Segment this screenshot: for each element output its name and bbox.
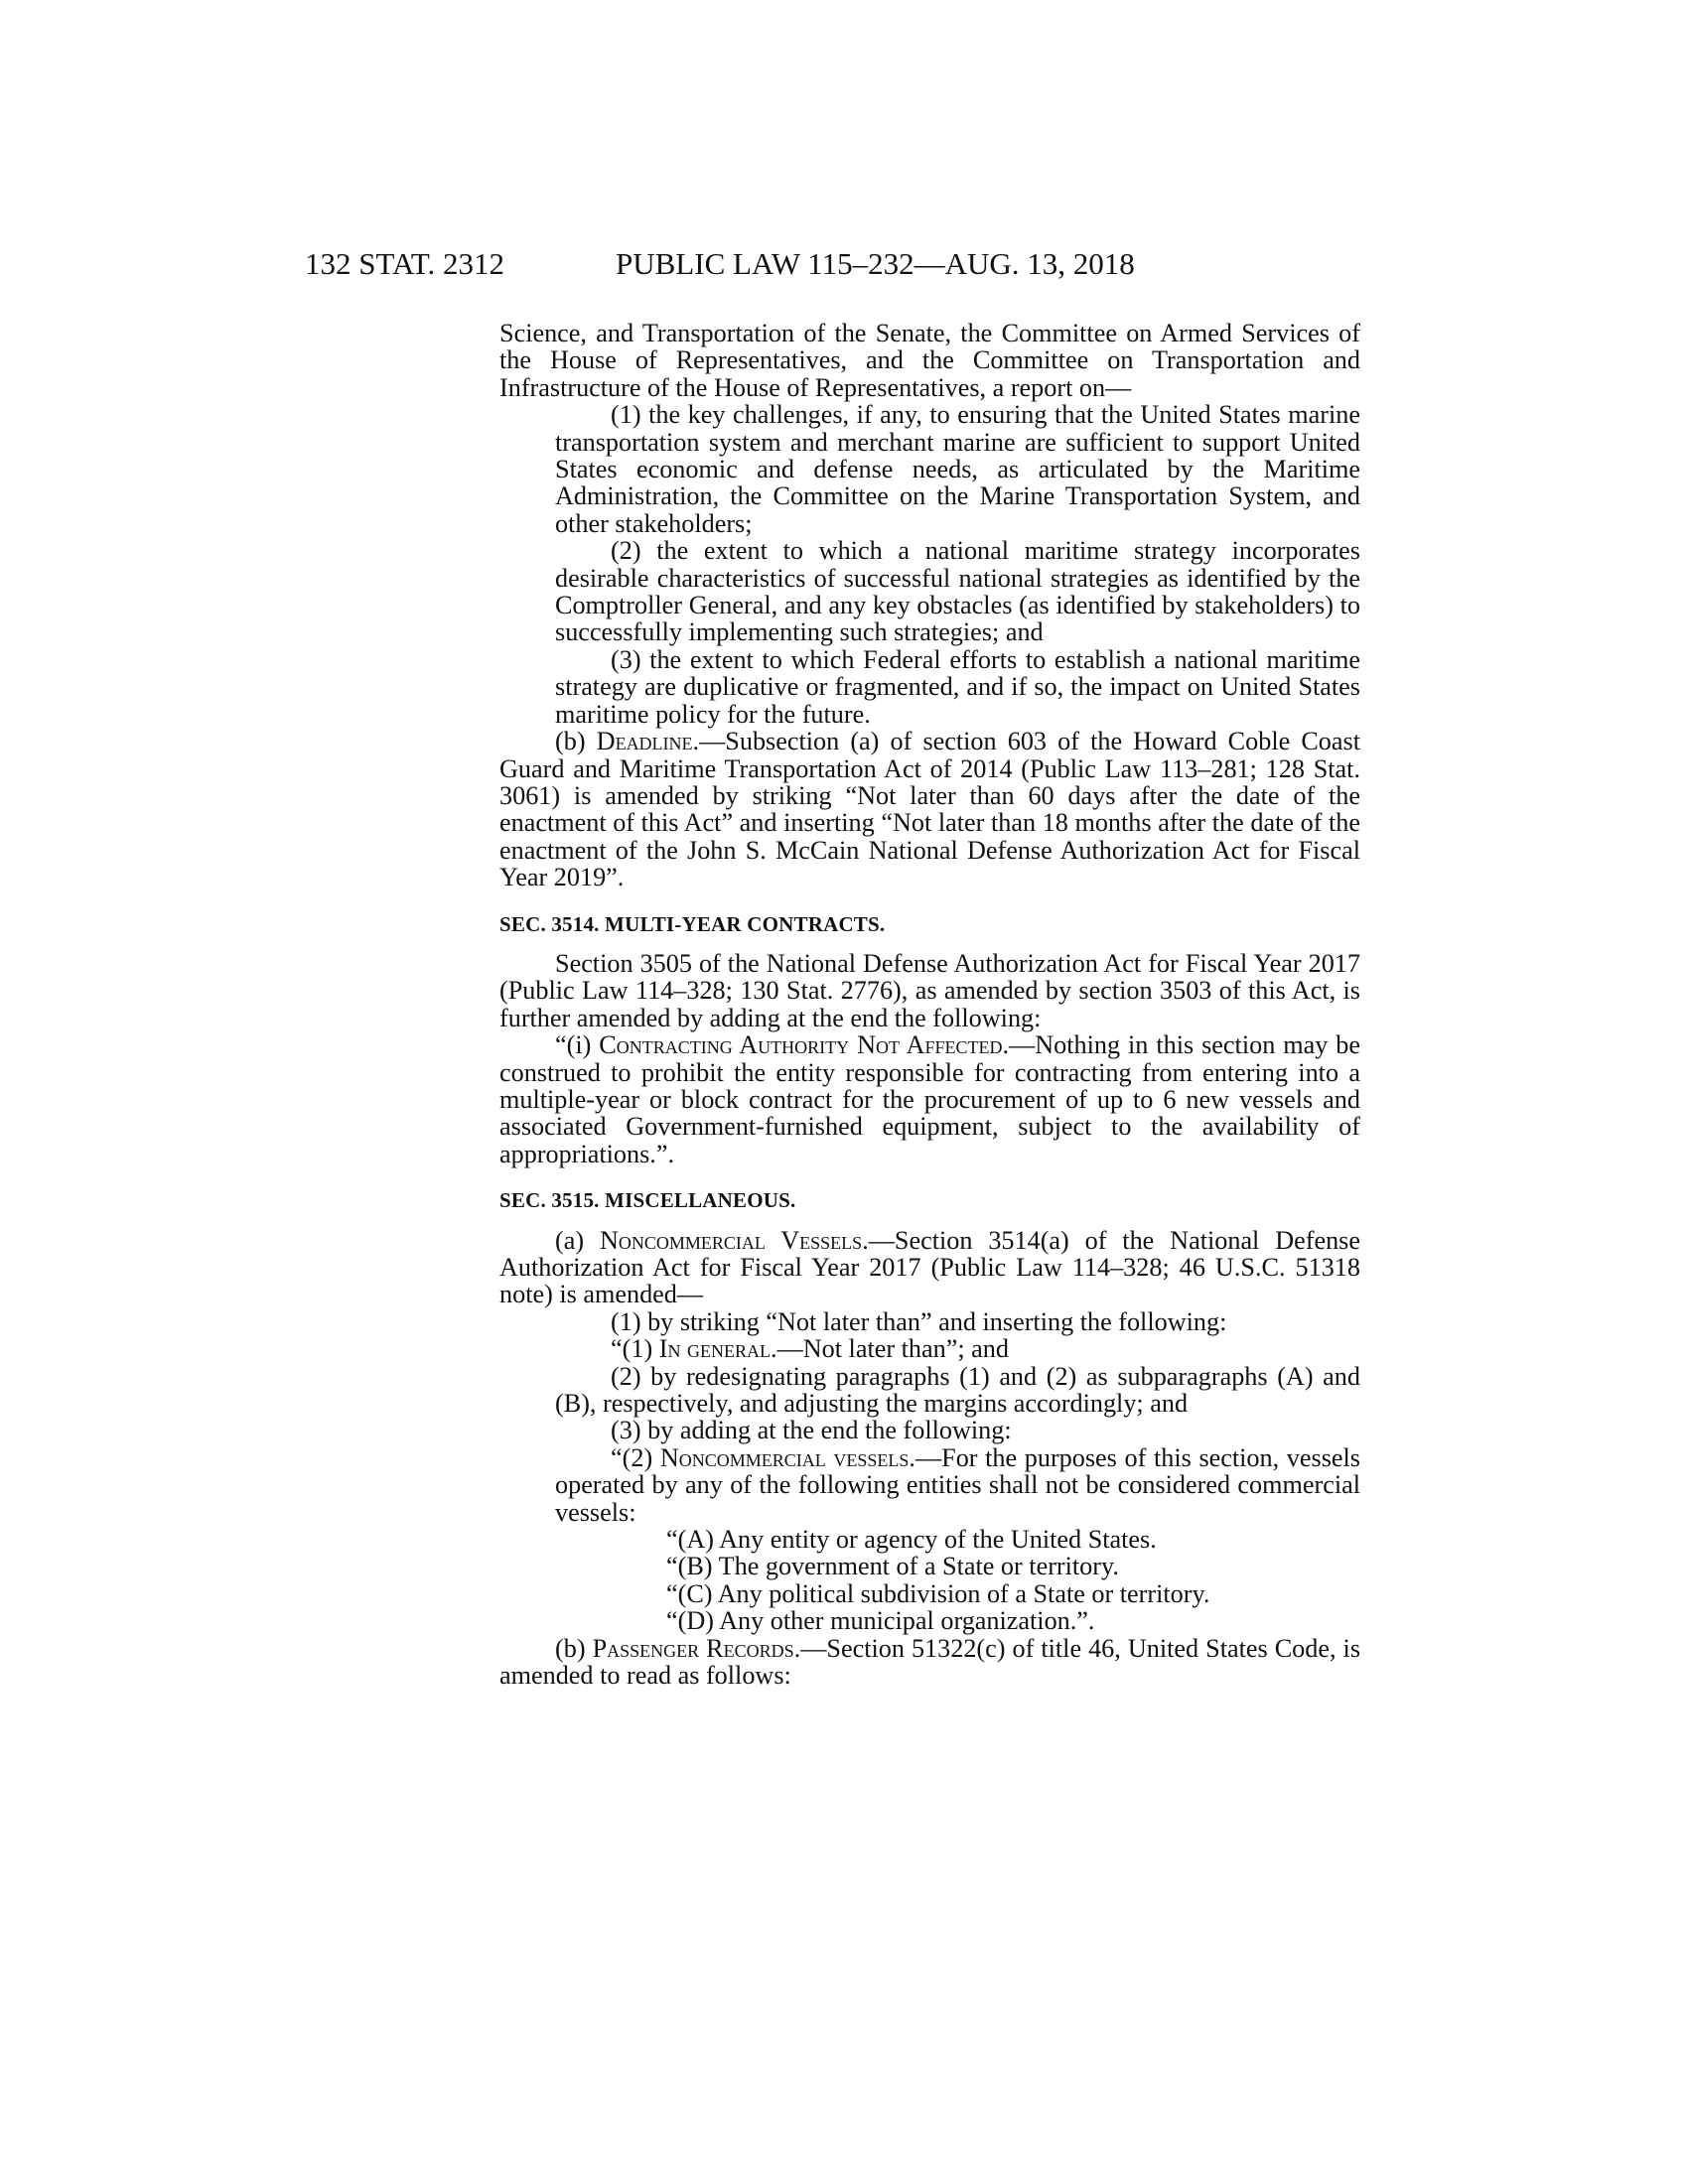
a-prefix: (a): [555, 1225, 600, 1255]
section-3515-item-3-quote: [499, 1444, 1360, 1526]
quote-prefix: “(i): [555, 1030, 600, 1060]
subitem-a: “(A) Any entity or agency of the United States.: [666, 1525, 1157, 1555]
section-3515-item-1-quote: [499, 1335, 1360, 1362]
a-caption: Noncommercial Vessels: [599, 1225, 863, 1255]
b-caption: Passenger Records: [592, 1633, 794, 1663]
statute-page-reference: 132 STAT. 2312: [305, 246, 505, 281]
section-3515-a: [499, 1227, 1360, 1308]
item-3-quote-prefix: “(2): [611, 1442, 660, 1472]
item-3-quote-text: .—For the purposes of this section, vessels operated by any of the following entities shall not be considered commercial vessels:: [555, 1442, 1360, 1527]
section-3515-heading: SEC. 3515. MISCELLANEOUS.: [499, 1188, 796, 1213]
deadline-caption: Deadline: [596, 727, 693, 756]
report-item-2: (2) the extent to which a national maritime strategy incorporates desirable characteristics of successful national strategies as identified by the Comptroller General, and any key obstacles (as identified by stakeholders) to successfully implementing such strategies; and: [555, 536, 1360, 647]
subitem-d: “(D) Any other municipal organization.”.: [666, 1606, 1095, 1636]
item-3-quote-caption: Noncommercial vessels: [659, 1442, 910, 1472]
deadline-prefix: (b): [555, 727, 597, 756]
b-prefix: (b): [555, 1633, 593, 1663]
document-body: [499, 320, 1360, 1690]
subitem-c: “(C) Any political subdivision of a State or territory.: [666, 1578, 1210, 1608]
report-item-3: (3) the extent to which Federal efforts to establish a national maritime strategy are duplicative or fragmented, and if so, the impact on United States maritime policy for the future.: [555, 644, 1360, 729]
section-3515-item-2: (2) by redesignating paragraphs (1) and (2) as subparagraphs (A) and (B), respectively, and adjusting the margins accordingly; and: [555, 1361, 1360, 1419]
section-3514-intro: Section 3505 of the National Defense Authorization Act for Fiscal Year 2017 (Public Law 114–328; 130 Stat. 2776), as amended by section 3503 of this Act, is further amended by adding at the end the following:: [499, 948, 1360, 1032]
quote-text: .—Nothing in this section may be construed to prohibit the entity responsible for contracting from entering into a multiple-year or block contract for the procurement of up to 6 new vessels and associated Government-furnished equipment, subject to the availability of appropriations.”.: [499, 1030, 1361, 1168]
deadline-paragraph: [499, 728, 1360, 890]
section-3515-b: [499, 1635, 1360, 1690]
item-1-quote-caption: In general: [658, 1334, 771, 1364]
item-1-quote-prefix: “(1): [611, 1334, 659, 1364]
section-3515-item-1: (1) by striking “Not later than” and inserting the following:: [611, 1306, 1227, 1336]
section-3515-item-3: (3) by adding at the end the following:: [611, 1416, 1012, 1445]
report-item-1: (1) the key challenges, if any, to ensuring that the United States marine transportation system and merchant marine are sufficient to support United States economic and defense needs, as articulated by the Maritime Administration, the Committee on the Marine Transportation System, and other stakeholders;: [555, 400, 1360, 538]
continuation-paragraph: Science, and Transportation of the Senate, the Committee on Armed Services of the House of Representatives, and the Committee on Transportation and Infrastructure of the House of Representatives, a report on—: [499, 319, 1360, 402]
a-text: .—Section 3514(a) of the National Defense Authorization Act for Fiscal Year 2017 (Public Law 114–328; 46 U.S.C. 51318 note) is amended—: [499, 1225, 1360, 1309]
deadline-text: .—Subsection (a) of section 603 of the Howard Coble Coast Guard and Maritime Transportation Act of 2014 (Public Law 113–281; 128 Stat. 3061) is amended by striking “Not later than 60 days after the date of the enactment of this Act” and inserting “Not later than 18 months after the date of the enactment of the John S. McCain National Defense Authorization Act for Fiscal Year 2019”.: [499, 727, 1360, 892]
section-3514-quote: [499, 1031, 1360, 1167]
public-law-title: PUBLIC LAW 115–232—AUG. 13, 2018: [616, 246, 1135, 281]
item-1-quote-text: .—Not later than”; and: [770, 1334, 1009, 1364]
quote-caption: Contracting Authority Not Affected: [599, 1030, 1003, 1060]
subitem-b: “(B) The government of a State or territory.: [666, 1552, 1119, 1581]
section-3514-heading: SEC. 3514. MULTI-YEAR CONTRACTS.: [499, 911, 886, 936]
page-header: [0, 246, 1688, 290]
b-text: .—Section 51322(c) of title 46, United States Code, is amended to read as follows:: [499, 1633, 1361, 1691]
